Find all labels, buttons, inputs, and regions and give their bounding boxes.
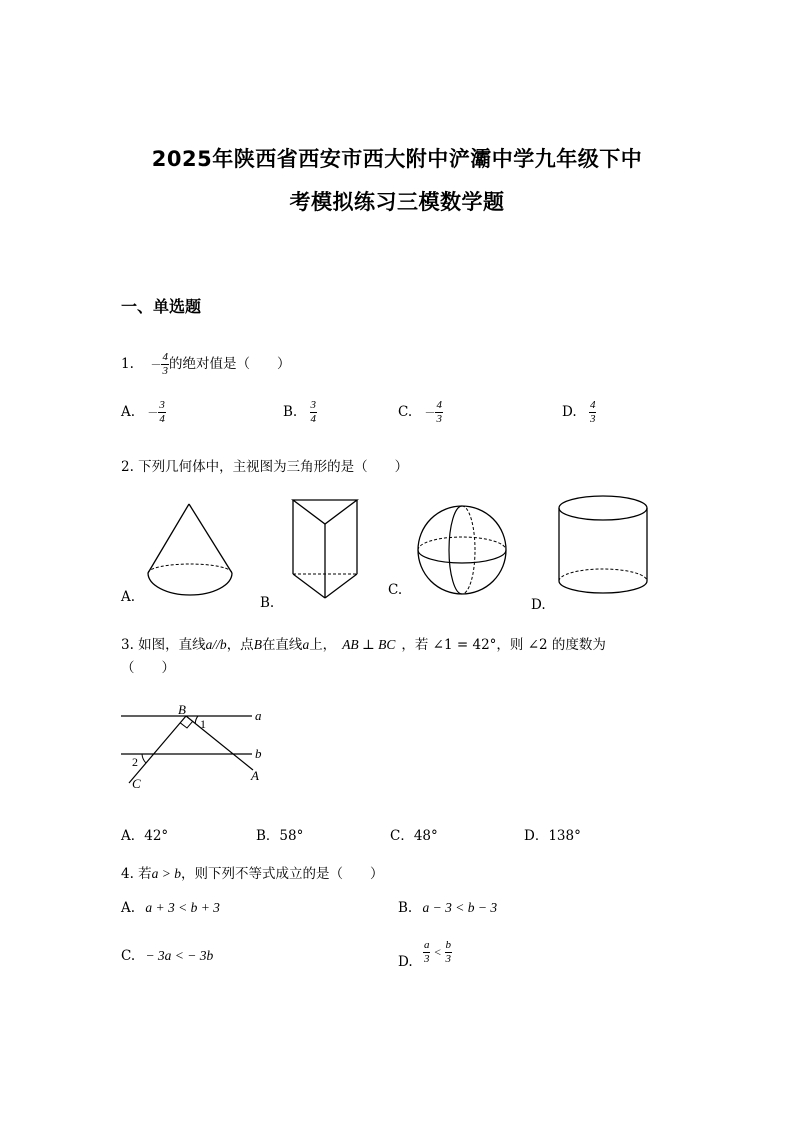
question-3-bracket: （ ）: [121, 660, 175, 676]
fraction-numerator: b: [445, 939, 452, 951]
label-angle-1: 1: [200, 717, 206, 731]
option-d-figure-label[interactable]: D.: [531, 597, 546, 613]
fraction: [310, 400, 318, 425]
fraction-denominator: 4: [159, 413, 165, 425]
question-1: [121, 352, 290, 377]
option-d[interactable]: [398, 940, 452, 970]
sphere-figure: [412, 500, 512, 600]
triangular-prism-figure: [287, 494, 367, 604]
option-c-figure-label[interactable]: C.: [388, 582, 403, 598]
less-than-sign: <: [433, 945, 442, 959]
fraction-numerator: a: [423, 939, 430, 951]
option-c[interactable]: [398, 400, 443, 425]
option-d[interactable]: [562, 400, 596, 425]
math-expression: a + 3 < b + 3: [145, 900, 220, 915]
question-text: 的绝对值是（ ）: [168, 356, 291, 372]
option-a[interactable]: [121, 400, 166, 425]
math-expression: − 3a < − 3b: [145, 948, 214, 963]
question-text: ，若 ∠1 = 42°，则 ∠2 的度数为: [401, 637, 606, 653]
fraction: [435, 400, 443, 425]
minus-sign: －: [150, 358, 162, 371]
option-label: C.: [121, 948, 136, 964]
question-text: ，则下列不等式成立的是（ ）: [181, 866, 384, 882]
fraction: [445, 940, 453, 965]
question-text: 4. 若: [121, 866, 152, 882]
fraction-denominator: 4: [310, 413, 317, 425]
option-sign: －: [147, 406, 159, 419]
label-line-b: b: [255, 746, 262, 761]
option-d[interactable]: D．138°: [524, 828, 581, 844]
option-c[interactable]: [121, 948, 213, 964]
fraction: [423, 940, 431, 965]
question-text: 在直线: [261, 637, 303, 653]
option-a[interactable]: A．42°: [121, 828, 169, 844]
fraction: [161, 352, 169, 377]
math-expression: a: [302, 637, 310, 652]
label-line-a: a: [255, 708, 262, 723]
fraction: [158, 400, 166, 425]
fraction-numerator: 4: [589, 399, 596, 411]
fraction-numerator: 3: [159, 399, 165, 411]
label-point-a: A: [251, 768, 259, 783]
fraction-numerator: 4: [162, 351, 168, 363]
question-text: 上，: [309, 637, 337, 653]
cylinder-figure: [555, 493, 655, 603]
fraction: [589, 400, 597, 425]
option-b[interactable]: [398, 900, 497, 916]
section-heading: 一、单选题: [121, 297, 202, 316]
option-sign: －: [424, 406, 436, 419]
fraction-denominator: 3: [162, 365, 168, 377]
label-point-b: B: [178, 702, 186, 717]
label-angle-2: 2: [132, 755, 138, 769]
document-title-line2: 考模拟练习三模数学题: [289, 190, 505, 214]
math-expression: a > b: [151, 866, 182, 881]
parallel-lines-figure: [118, 702, 278, 792]
question-2: 2. 下列几何体中，主视图为三角形的是（ ）: [121, 459, 409, 475]
question-number: 1.: [121, 356, 134, 372]
fraction-numerator: 4: [436, 399, 442, 411]
option-label: D.: [562, 404, 577, 420]
option-b[interactable]: [283, 400, 317, 425]
question-3: [121, 633, 606, 653]
option-b[interactable]: B．58°: [256, 828, 304, 844]
option-c[interactable]: C．48°: [390, 828, 438, 844]
option-b-figure-label[interactable]: B.: [260, 595, 275, 611]
cone-figure: [140, 500, 240, 600]
question-text: ，点: [226, 637, 254, 653]
option-a-figure-label[interactable]: A.: [121, 589, 136, 605]
fraction-numerator: 3: [310, 399, 317, 411]
option-label: A.: [121, 404, 136, 420]
fraction-denominator: 3: [445, 953, 452, 965]
option-label: A.: [121, 900, 136, 916]
label-point-c: C: [132, 776, 141, 791]
question-text: 3. 如图，直线: [121, 637, 206, 653]
math-expression: AB ⊥ BC: [342, 637, 396, 652]
option-label: C.: [398, 404, 413, 420]
math-expression: B: [253, 637, 262, 652]
option-label: B.: [398, 900, 413, 916]
fraction-denominator: 3: [589, 413, 596, 425]
math-expression: a//b: [205, 637, 227, 652]
fraction-denominator: 3: [436, 413, 442, 425]
document-title-line1: 2025年陕西省西安市西大附中浐灞中学九年级下中: [151, 147, 643, 171]
option-a[interactable]: [121, 900, 220, 916]
math-expression: a − 3 < b − 3: [422, 900, 498, 915]
fraction-denominator: 3: [423, 953, 430, 965]
option-label: B.: [283, 404, 298, 420]
option-label: D.: [398, 954, 413, 970]
question-4: [121, 862, 384, 882]
